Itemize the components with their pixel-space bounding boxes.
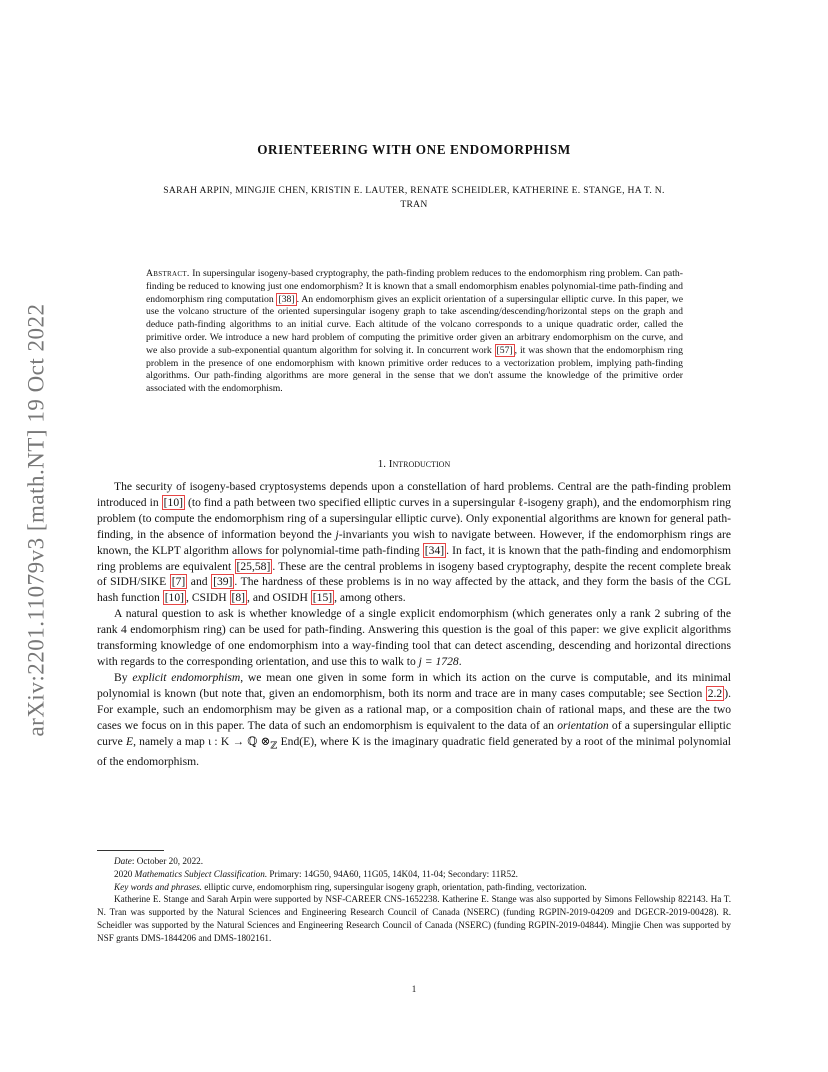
- citation-39[interactable]: [39]: [213, 575, 233, 589]
- page-number: 1: [411, 984, 417, 994]
- text: By: [114, 670, 133, 684]
- footnote-funding: Katherine E. Stange and Sarah Arpin were supported by NSF-CAREER CNS-1652238. Katherine E. Stange was also supported by Simons Fellowship 822143. Ha T. N. Tran was supported by the Natural Sciences and Engineering Research Council of Canada (NSERC) (funding RGPIN-2019-04209 and DGECR-2019-00428). R. Scheidler was supported by the Natural Sciences and Engineering Research Council of Canada (NSERC) (funding RGPIN-2019-04844). Mingjie Chen was supported by NSF grants DMS-1844206 and DMS-1802161.: [97, 894, 731, 943]
- text: of a supersingular elliptic curve: [97, 718, 731, 748]
- citation-25-58[interactable]: [25,58]: [236, 559, 271, 573]
- text: and: [187, 575, 212, 589]
- value: elliptic curve, endomorphism ring, supersingular isogeny graph, orientation, path-finding, vectorization.: [201, 881, 587, 892]
- citation-38[interactable]: [38]: [278, 293, 295, 305]
- label: Mathematics Subject Classification.: [134, 868, 268, 879]
- math-E: E: [125, 734, 134, 748]
- abstract: [146, 268, 683, 396]
- text: .: [458, 654, 462, 668]
- text: End(E), where K is the imaginary quadratic field generated by a root of the minimal polynomial of the endomorphism.: [97, 734, 731, 768]
- text: , and OSIDH: [247, 591, 311, 605]
- footnote-rule: [97, 850, 164, 851]
- citation-10[interactable]: [10]: [163, 495, 183, 509]
- arxiv-identifier: arXiv:2201.11079v3 [math.NT] 19 Oct 2022: [24, 303, 49, 737]
- abstract-text-3: , it was shown that the endomorphism ring problem in the presence of one endomorphism with known primitive order reduces to a vectorization problem, implying path-finding algorithms. Our path-finding algorithms are more general in the sense that we don't assume the knowledge of the primitive order associated with the endomorphism.: [146, 344, 683, 395]
- emphasis: explicit endomorphism: [132, 670, 241, 684]
- abstract-text-1: In supersingular isogeny-based cryptography, the path-finding problem reduces to the endomorphism ring problem. Can path-finding be reduced to knowing just one endomorphism? It is known that a small endomorphism enables polynomial-time path-finding and endomorphism ring computation: [146, 268, 683, 305]
- math-j: j: [335, 527, 339, 541]
- author-line-1: SARAH ARPIN, MINGJIE CHEN, KRISTIN E. LAUTER, RENATE SCHEIDLER, KATHERINE E. STANGE, HA T. N.: [163, 185, 665, 196]
- text: (to find a path between two specified elliptic curves in a supersingular ℓ-isogeny graph), and the endomorphism ring problem (to compute the endomorphism ring of a supersingular elliptic curve). Only exponential algorithms are known for general path-finding, in the absence of information beyond the: [97, 495, 731, 541]
- footnotes: [97, 855, 731, 945]
- section-heading: [0, 458, 828, 470]
- value: : October 20, 2022.: [131, 856, 204, 866]
- value: Primary: 14G50, 94A60, 11G05, 14K04, 11-04; Secondary: 11R52.: [267, 868, 518, 879]
- abstract-text-2: . An endomorphism gives an explicit orientation of a supersingular elliptic curve. In this paper, we use the volcano structure of the oriented supersingular isogeny graph to take ascending/descending/horizontal steps on the graph and deduce path-finding algorithms to an initial curve. Each altitude of the volcano corresponds to a unique quadratic order, called the primitive order. We introduce a new hard problem of computing the primitive order given an arbitrary endomorphism on the curve, and we also provide a sub-exponential quantum algorithm for solving it. In concurrent work: [146, 293, 683, 356]
- text: A natural question to ask is whether knowledge of a single explicit endomorphism (which generates only a rank 2 subring of the rank 4 endomorphism ring) can be used for path-finding. Answering this question is the goal of this paper: we give explicit algorithms transforming knowledge of one endomorphism into a way-finding tool that can detect ascending, descending and horizontal directions with regards to the corresponding orientation, and use this to walk to: [97, 607, 731, 668]
- paragraph-1: [97, 479, 731, 606]
- section-link-2-2[interactable]: 2.2: [707, 686, 723, 700]
- text: ). For example, such an endomorphism may be given as a rational map, or a composition chain of rational maps, and these are the two cases we focus on in this paper. The data of such an endomorphism is equivalent to the data of an: [97, 686, 731, 732]
- citation-8[interactable]: [8]: [231, 591, 246, 605]
- abstract-heading: Abstract.: [146, 268, 190, 279]
- text: . The hardness of these problems is in no way affected by the attack, and they form the basis of the CGL hash function: [97, 575, 731, 605]
- paragraph-3: [97, 670, 731, 770]
- citation-34[interactable]: [34]: [424, 543, 445, 557]
- paper-title: ORIENTEERING WITH ONE ENDOMORPHISM: [257, 142, 571, 157]
- citation-57[interactable]: [57]: [496, 344, 513, 356]
- label: Key words and phrases.: [114, 881, 202, 892]
- section-title: Introduction: [388, 458, 451, 470]
- section-number: 1.: [377, 458, 389, 470]
- author-line-2: TRAN: [400, 199, 428, 210]
- text: , among others.: [334, 591, 406, 605]
- emphasis: orientation: [557, 718, 609, 732]
- text: . These are the central problems in isogeny based cryptography, despite the recent complete break of SIDH/SIKE: [97, 559, 731, 589]
- text: . In fact, it is known that the path-finding and endomorphism ring problems are equivalent: [97, 543, 731, 573]
- text: , namely a map ι : K → ℚ ⊗: [133, 734, 271, 748]
- footnote-msc: [97, 868, 731, 881]
- text: , we mean one given in some form in which its action on the curve is computable, and its minimal polynomial is known (but note that, given an endomorphism, both its norm and trace are in many cases computable; see Section: [97, 670, 731, 700]
- citation-10b[interactable]: [10]: [164, 591, 185, 605]
- footnote-keywords: [97, 881, 731, 894]
- citation-15[interactable]: [15]: [312, 591, 333, 605]
- author-list: [90, 184, 738, 212]
- text: The security of isogeny-based cryptosystems depends upon a constellation of hard problems. Central are the path-finding problem introduced in: [97, 480, 731, 509]
- math-j-1728: j = 1728: [418, 654, 459, 668]
- text: -invariants you wish to navigate between. However, if the endomorphism rings are known, the KLPT algorithm allows for polynomial-time path-finding: [97, 527, 731, 557]
- label: Date: [114, 856, 132, 866]
- label: 2020: [114, 868, 135, 879]
- arxiv-sidebar: [12, 260, 62, 780]
- paragraph-2: [97, 606, 731, 670]
- math-subscript: ℤ: [270, 739, 278, 751]
- citation-7[interactable]: [7]: [171, 575, 186, 589]
- introduction-body: [97, 479, 731, 770]
- footnote-date: [97, 855, 731, 868]
- text: , CSIDH: [186, 591, 230, 605]
